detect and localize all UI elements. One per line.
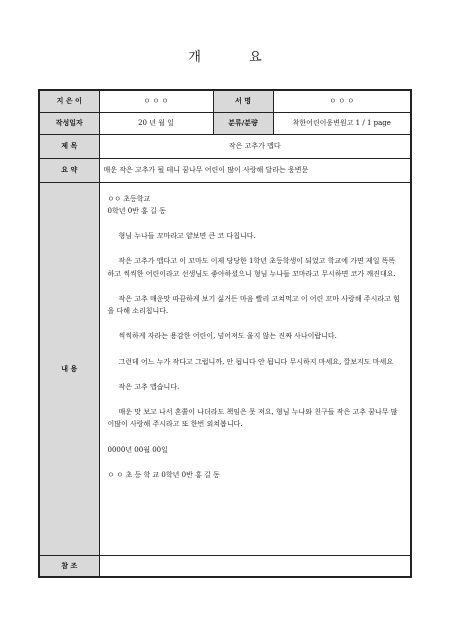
- title-row: [39, 134, 411, 158]
- date-label: 작성일자: [39, 112, 99, 134]
- reference-value: [99, 555, 411, 577]
- school-line: ㅇㅇ 초등학교: [107, 194, 151, 203]
- author-row: [39, 90, 411, 112]
- date-line: 0000년 00월 00일: [107, 445, 168, 454]
- paragraph: 그런데 어느 누가 작다고 그럽니까, 안 됩니다 안 됩니다 무시하지 마세요, 깔보지도 마세요: [118, 357, 394, 366]
- document-title: 작은 고추가 맵다: [99, 134, 411, 158]
- closing-line: ㅇ ㅇ 초 등 학 교 0학년 0반 홍 길 동: [107, 470, 220, 479]
- paragraph: 작은 고추 매운맛 따끔하게 보기 싫거든 마음 빨리 고쳐먹고 이 어린 꼬마 사랑해 주시라고 힘을 다해 소리칩니다.: [107, 294, 400, 315]
- category-value: 착한어린이웅변원고 1 / 1 page: [273, 112, 411, 134]
- page-title: 개 요: [188, 50, 284, 65]
- title-label: 제 목: [39, 134, 99, 158]
- outline-form-table: [38, 89, 412, 578]
- speech-content: [99, 182, 411, 555]
- reference-label: 참 조: [39, 555, 99, 577]
- content-label: 내 용: [39, 182, 99, 555]
- category-label: 분류/분량: [213, 112, 273, 134]
- paragraph: 작은 고추가 맵다고 이 꼬마도 이제 당당한 1학년 초등학생이 되었고 학교에 가면 제일 똑똑하고 씩씩한 어린이라고 선생님도 좋아하셨으니 형님 누나들 꼬마라고 무시하면 코가 깨진대요.: [107, 257, 396, 278]
- signature-value: ㅇ ㅇ ㅇ: [273, 90, 411, 112]
- summary-label: 요 약: [39, 158, 99, 182]
- date-value: 20 년 월 일: [99, 112, 213, 134]
- paragraph: 씩씩하게 자라는 용감한 어린이, 넘어져도 울지 않는 진짜 사나이랍니다.: [118, 332, 337, 341]
- author-value: ㅇ ㅇ ㅇ: [99, 90, 213, 112]
- summary-row: [39, 158, 411, 182]
- paragraph: 형님 누나들 꼬마라고 얕보면 큰 코 다칩니다.: [118, 232, 256, 240]
- content-row: [39, 182, 411, 555]
- paragraph: 매운 맛 보고 나서 혼쭐이 나더라도 책임은 못 져요, 형님 누나와 친구들 작은 고추 꿈나무 많이많이 사랑해 주시라고 또 한번 외쳐봅니다.: [107, 408, 398, 429]
- paragraph: 작은 고추 맵습니다.: [118, 382, 180, 391]
- reference-row: [39, 555, 411, 577]
- signature-label: 서 명: [213, 90, 273, 112]
- summary-value: 매운 작은 고추가 될 테니 꿈나무 어린이 많이 사랑해 달라는 웅변문: [99, 158, 411, 182]
- student-line: 0학년 0반 홍 길 동: [107, 206, 166, 215]
- author-label: 지 은 이: [39, 90, 99, 112]
- date-row: [39, 112, 411, 134]
